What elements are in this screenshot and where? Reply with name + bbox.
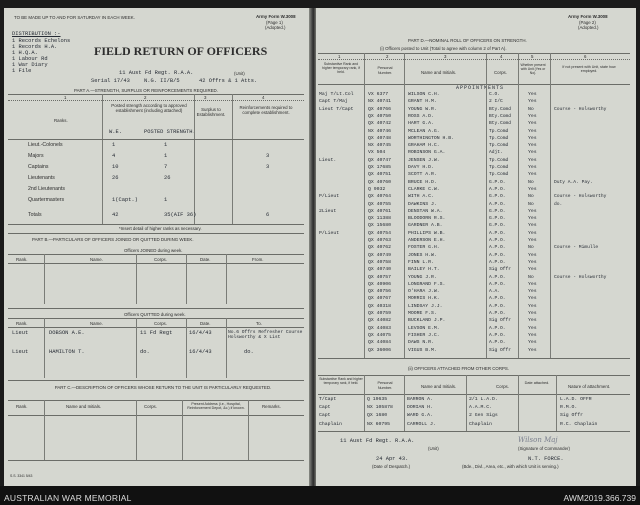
roll-name: O'HARA J.W. xyxy=(408,289,440,295)
part-a-sub-posted: POSTED STRENGTH. xyxy=(144,129,196,135)
attached-rank: Capt xyxy=(319,405,331,411)
roll-present: Yes xyxy=(528,318,537,324)
part-a-rank: Lieutenants xyxy=(28,175,55,181)
att-header-rank: Substantive Rank and higher temporary rank, if held. xyxy=(319,377,363,385)
roll-corps: A.P.O. xyxy=(489,274,506,280)
d-col-5: 5 xyxy=(531,54,534,59)
roll-name: BAILEY H.T. xyxy=(408,267,440,273)
serial-number: Serial 17/43 xyxy=(91,78,130,84)
roll-name: MCLEAN A.G. xyxy=(408,128,440,134)
part-a-rank: 2nd Lieutenants xyxy=(28,186,65,192)
roll-present: No xyxy=(528,194,534,200)
part-a-reinforcements: 6 xyxy=(266,212,270,218)
roll-corps: 2 I/C xyxy=(489,99,503,105)
roll-number: QX 40742 xyxy=(368,121,392,127)
part-a-posted: 7 xyxy=(164,164,168,170)
roll-name: BRUCE H.D. xyxy=(408,179,437,185)
part-a-we: 26 xyxy=(112,175,119,181)
d-col-2: 2 xyxy=(386,54,389,59)
roll-name: SCOTT A.R. xyxy=(408,172,437,178)
part-a-header-reinf: Reinforcements required to complete establishment. xyxy=(239,105,293,115)
roll-present: Yes xyxy=(528,267,537,273)
joined-header-from: From. xyxy=(252,257,264,262)
roll-name: FINN L.R. xyxy=(408,259,434,265)
part-d-subtitle: (i) Officers posted to Unit (Total to agree with column 2 of Part A). xyxy=(380,46,507,51)
roll-present: Yes xyxy=(528,216,537,222)
part-a-posted: 1 xyxy=(164,153,168,159)
roll-corps: A.P.O. xyxy=(489,281,506,287)
roll-corps: A.P.O. xyxy=(489,311,506,316)
roll-rank: 2Lieut xyxy=(319,208,337,214)
attached-number: NX 60795 xyxy=(367,421,391,427)
roll-employed: Course - Holsworthy xyxy=(554,274,607,280)
roll-corps: A.P.O. xyxy=(489,252,506,258)
left-page xyxy=(4,8,310,486)
roll-number: NX 40746 xyxy=(368,128,392,134)
roll-employed: do. xyxy=(554,201,563,207)
part-a-reinforcements: 3 xyxy=(266,164,270,170)
roll-name: HART G.A. xyxy=(408,121,434,127)
part-a-posted: 26 xyxy=(164,175,171,181)
roll-name: CLARKE C.W. xyxy=(408,186,440,192)
distribution-item: 1 Records H.A. xyxy=(12,44,58,50)
roll-present: Yes xyxy=(528,296,537,302)
roll-corps: A.P.O. xyxy=(489,303,506,309)
roll-number: QX 44082 xyxy=(368,318,392,324)
roll-present: Yes xyxy=(528,165,537,170)
quitted-row-1-name: DOBSON A.E. xyxy=(49,330,85,336)
roll-number: QX 40763 xyxy=(368,238,392,243)
part-a-rank: Captains xyxy=(28,164,49,170)
roll-name: YOUNG W.R. xyxy=(408,106,437,112)
roll-corps: Tp.Comd xyxy=(489,157,509,163)
right-page xyxy=(316,8,636,486)
roll-name: ROSS A.D. xyxy=(408,113,434,119)
roll-corps: G.P.O. xyxy=(489,223,506,229)
roll-name: GRANT H.M. xyxy=(408,99,437,105)
attached-nature: Sig Offr xyxy=(560,413,584,419)
roll-number: QX 15680 xyxy=(368,223,392,229)
part-a-we: 10 xyxy=(112,164,119,170)
part-a-rank: Majors xyxy=(28,153,44,159)
part-a-posted: 35(AIF 36) xyxy=(164,212,197,218)
part-a-rank: Lieut.-Colonels xyxy=(28,142,63,148)
part-c-header-corps: Corps. xyxy=(144,404,157,409)
attached-corps: A.A.M.C. xyxy=(469,405,493,411)
att-header-number: Personal Number. xyxy=(377,381,393,390)
header-note: TO BE MADE UP TO AND FOR SATURDAY IN EACH WEEK. xyxy=(14,15,135,20)
roll-corps: Tp.Comd xyxy=(489,172,509,178)
roll-number: QX 40751 xyxy=(368,172,392,178)
roll-number: QX 40757 xyxy=(368,274,392,280)
roll-name: ROBINSON G.A. xyxy=(408,150,446,156)
roll-name: ANDERSON E.H. xyxy=(408,238,446,243)
quitted-header-date: Date. xyxy=(200,321,211,326)
roll-name: WORTHINGTON H.B. xyxy=(408,135,455,141)
part-a-posted: 1 xyxy=(164,142,168,148)
distribution-item: 1 War Diary xyxy=(12,62,48,68)
roll-corps: Tp.Comd xyxy=(489,143,509,149)
quitted-row-1-date: 16/4/43 xyxy=(189,330,212,336)
part-a-rank: Totals xyxy=(28,212,42,218)
d-header-present: Whether present with Unit (Yes or No). xyxy=(520,63,546,75)
part-a-we: 1 xyxy=(112,142,116,148)
roll-number: QX 40761 xyxy=(368,208,392,214)
quitted-header-name: Name. xyxy=(90,321,103,326)
attached-rank: T/Capt xyxy=(319,397,337,402)
roll-number: QX 17685 xyxy=(368,165,392,170)
roll-number: QX 44084 xyxy=(368,340,392,346)
d-header-employed: If not present with Unit, state how employed. xyxy=(562,65,616,74)
joined-header-rank: Rank. xyxy=(16,257,28,262)
quitted-row-2-name: HAMILTON T. xyxy=(49,349,85,355)
roll-corps: G.P.O. xyxy=(489,194,506,200)
roll-present: Yes xyxy=(528,259,537,265)
part-c-header-rank: Rank. xyxy=(16,404,28,409)
roll-name: PHILLIPS W.B. xyxy=(408,230,446,236)
part-a-sub-we: W.E. xyxy=(109,129,122,135)
part-a-we: 42 xyxy=(112,212,119,218)
quitted-row-1-corps: 11 Fd Regt xyxy=(140,330,173,336)
page-number: (Page 1) xyxy=(266,20,283,25)
roll-name: FISHER J.C. xyxy=(408,332,440,338)
archive-name: AUSTRALIAN WAR MEMORIAL xyxy=(4,493,132,503)
roll-number: Q 9032 xyxy=(368,186,386,192)
roll-rank: P/Lieut xyxy=(319,194,340,200)
roll-corps: Tp.Comd xyxy=(489,135,509,141)
roll-name: LONGRAND F.S. xyxy=(408,281,446,287)
attached-number: Q 19635 xyxy=(367,397,388,402)
roll-corps: A.P.O. xyxy=(489,340,506,346)
roll-present: Yes xyxy=(528,347,537,353)
roll-name: LINDSAY J.J. xyxy=(408,303,443,309)
roll-corps: Bty.Comd xyxy=(489,106,512,112)
roll-name: GRAHAM H.C. xyxy=(408,143,440,149)
roll-name: JONES H.W. xyxy=(408,252,437,258)
roll-name: YOUNG J.R. xyxy=(408,274,437,280)
part-c-header-address: Present Address (i.e., Hospital, Reinforcement Depot, &c.) if known. xyxy=(187,402,245,411)
roll-number: QX 40750 xyxy=(368,113,392,119)
roll-present: Yes xyxy=(528,281,537,287)
quitted-row-2-corps: do. xyxy=(140,349,150,355)
part-a-note: *Insert detail of higher ranks as necessary. xyxy=(119,226,202,231)
army-form-label: Army Form W.3008 xyxy=(256,14,296,19)
part-a-col-3: 3 xyxy=(204,95,207,100)
signature-label: (Signature of Commander) xyxy=(518,446,570,451)
quitted-row-1-rank: Lieut xyxy=(12,330,29,336)
roll-rank: Maj T/Lt.Col xyxy=(319,92,354,97)
part-a-header-posted: Posted strength according to approved establishment (including attached) xyxy=(111,103,187,113)
roll-number: VX 6377 xyxy=(368,92,389,97)
part-b-title: PART B.—PARTICULARS OF OFFICERS JOINED OR QUITTED DURING WEEK. xyxy=(32,237,194,242)
roll-name: WITH A.C. xyxy=(408,194,434,200)
part-a-we: 1(Capt.) xyxy=(112,197,138,203)
roll-employed: Course - Holsworthy xyxy=(554,194,607,200)
attached-corps: Chaplain xyxy=(469,421,493,427)
unit-label-2: (Unit) xyxy=(428,446,439,451)
roll-number: QX 44075 xyxy=(368,332,392,338)
quitted-row-2-date: 16/4/43 xyxy=(189,349,212,355)
attached-name: BARRON A. xyxy=(407,397,433,402)
roll-name: WILSON C.H. xyxy=(408,92,440,97)
roll-number: QX 40756 xyxy=(368,289,392,295)
d-col-4: 4 xyxy=(500,54,503,59)
roll-rank: P/Lieut xyxy=(319,230,340,236)
archive-reference: AWM2019.366.739 xyxy=(563,493,636,503)
attached-name: CARROLL J. xyxy=(407,421,436,427)
roll-present: Yes xyxy=(528,99,537,105)
att-header-nature: Nature of attachment. xyxy=(568,384,611,389)
roll-number: QX 40766 xyxy=(368,106,392,112)
unit-typed: 11 Aust Fd Regt. R.A.A. xyxy=(119,70,194,76)
roll-corps: C.O. xyxy=(489,92,501,97)
roll-present: Yes xyxy=(528,303,537,309)
quitted-title: Officers QUITTED during week. xyxy=(124,312,186,317)
attached-name: WARD G.A. xyxy=(407,413,433,419)
reference: N.G. II/B/5 xyxy=(144,78,180,84)
roll-corps: Sig Offr xyxy=(489,318,512,324)
joined-header-name: Name. xyxy=(90,257,103,262)
roll-number: QX 40767 xyxy=(368,296,392,302)
roll-name: DAWS N.R. xyxy=(408,340,434,346)
part-a-col-2: 2 xyxy=(144,95,147,100)
despatch-date: 24 Apr 43. xyxy=(376,456,409,462)
roll-name: VIGUS B.M. xyxy=(408,347,437,353)
roll-rank: Lieut T/Capt xyxy=(319,106,354,112)
part-a-we: 4 xyxy=(112,153,116,159)
commander-signature: Wilson Maj xyxy=(518,436,558,444)
quitted-row-2-to: do. xyxy=(244,349,254,355)
roll-present: Yes xyxy=(528,121,537,127)
roll-present: Yes xyxy=(528,208,537,214)
roll-present: Yes xyxy=(528,172,537,178)
roll-rank: Lieut. xyxy=(319,157,337,163)
roll-number: NX 40741 xyxy=(368,99,392,105)
officers-attached-count: 42 Offrs & 1 Atts. xyxy=(199,78,258,84)
roll-present: Yes xyxy=(528,332,537,338)
d-header-corps: Corps. xyxy=(494,70,507,75)
roll-corps: Bty.Comd xyxy=(489,113,512,119)
roll-present: No xyxy=(528,274,534,280)
roll-number: QX 40754 xyxy=(368,230,392,236)
roll-present: Yes xyxy=(528,325,537,331)
roll-present: Yes xyxy=(528,143,537,149)
attached-number: NX 105878 xyxy=(367,405,393,411)
roll-employed: Course - Holsworthy xyxy=(554,106,607,112)
roll-number: NX 40745 xyxy=(368,143,392,149)
d-header-rank: Substantive Rank and higher temporary rank, if held. xyxy=(322,62,360,75)
distribution-list xyxy=(12,38,70,74)
roll-present: Yes xyxy=(528,128,537,134)
attached-corps: 2/1 L.A.D. xyxy=(469,397,498,402)
roll-number: QX 40748 xyxy=(368,135,392,141)
roll-name: DENSTAN W.A. xyxy=(408,208,443,214)
roll-rank: Capt T/Maj xyxy=(319,99,348,105)
adopted-label-2: (Adopted.) xyxy=(578,25,599,30)
roll-corps: Tp.Comd xyxy=(489,128,509,134)
roll-name: DAVY H.D. xyxy=(408,165,434,170)
joined-title: Officers JOINED during week. xyxy=(124,248,183,253)
roll-corps: A.A. xyxy=(489,289,501,295)
att-header-name: Name and Initials. xyxy=(421,384,457,389)
roll-present: No xyxy=(528,201,534,207)
roll-corps: Bty.Comd xyxy=(489,121,512,127)
part-c-title: PART C.—DESCRIPTION OF OFFICERS WHOSE RETURN TO THE UNIT IS PARTICULARLY REQUESTED. xyxy=(54,385,272,390)
roll-number: VX 504 xyxy=(368,150,386,156)
roll-number: QX 40760 xyxy=(368,179,392,185)
roll-employed: Duty A.A. Pay. xyxy=(554,179,593,185)
roll-name: MOORE F.S. xyxy=(408,311,437,316)
roll-present: Yes xyxy=(528,340,537,346)
quitted-header-rank: Rank. xyxy=(16,321,28,326)
part-a-rank: Quartermasters xyxy=(28,197,65,203)
roll-number: QX 40755 xyxy=(368,201,392,207)
unit-typed-2: 11 Aust Fd Regt. R.A.A. xyxy=(340,438,415,444)
attached-rank: Capt xyxy=(319,413,331,419)
part-a-posted: 1 xyxy=(164,197,168,203)
army-form-label-2: Army Form W.3008 xyxy=(568,14,608,19)
roll-corps: A.P.O. xyxy=(489,238,506,243)
roll-corps: G.P.O. xyxy=(489,179,506,185)
attached-number: QX 1680 xyxy=(367,413,388,419)
att-header-date: Date attached. xyxy=(524,381,550,385)
roll-present: Yes xyxy=(528,223,537,229)
unit-label: (Unit) xyxy=(234,71,245,76)
roll-employed: Course - Mimulle xyxy=(554,245,599,251)
roll-number: QX 36006 xyxy=(368,347,392,353)
roll-present: Yes xyxy=(528,92,537,97)
part-a-title: PART A.—STRENGTH, SURPLUS OR REINFORCEMENTS REQUIRED. xyxy=(74,88,218,93)
part-c-header-name: Name and Initials. xyxy=(66,404,102,409)
roll-corps: Sig Offr xyxy=(489,267,512,273)
roll-present: No xyxy=(528,106,534,112)
part-c-header-remarks: Remarks. xyxy=(262,404,281,409)
part-a-col-1: 1 xyxy=(64,95,67,100)
roll-corps: A.P.O. xyxy=(489,186,506,192)
roll-present: No xyxy=(528,179,534,185)
roll-present: Yes xyxy=(528,252,537,258)
attached-rank: Chaplain xyxy=(319,421,343,427)
distribution-label: DISTRIBUTION :- xyxy=(12,31,61,37)
distribution-item: 1 Labour Rd xyxy=(12,56,48,62)
roll-corps: Tp.Comd xyxy=(489,165,509,170)
roll-corps: Adjt. xyxy=(489,150,503,156)
roll-number: QX 40747 xyxy=(368,157,392,163)
attached-nature: R.C. Chaplain xyxy=(560,421,598,427)
roll-corps: Sig Offr xyxy=(489,347,512,353)
archive-footer xyxy=(0,486,640,505)
roll-number: QX 40906 xyxy=(368,281,392,287)
roll-present: Yes xyxy=(528,230,537,236)
roll-corps: G.P.O. xyxy=(489,208,506,214)
quitted-header-to: To. xyxy=(256,321,262,326)
form-title: FIELD RETURN OF OFFICERS xyxy=(94,44,268,58)
attached-nature: R.M.O. xyxy=(560,405,578,411)
roll-number: QX 40749 xyxy=(368,252,392,258)
roll-present: Yes xyxy=(528,311,537,316)
roll-name: LEVSON E.M. xyxy=(408,325,440,331)
attached-name: DORIAN H. xyxy=(407,405,433,411)
d-col-1: 1 xyxy=(338,54,341,59)
station-typed: N.T. FORCE. xyxy=(528,456,564,462)
page-number-2: (Page 2) xyxy=(579,20,596,25)
roll-present: Yes xyxy=(528,150,537,156)
part-a-col-4: 4 xyxy=(262,95,265,100)
roll-present: Yes xyxy=(528,135,537,141)
attached-nature: L.A.D. OFFR xyxy=(560,397,592,402)
roll-present: Yes xyxy=(528,113,537,119)
roll-number: QX 40762 xyxy=(368,245,392,251)
roll-corps: G.P.O. xyxy=(489,216,506,222)
roll-corps: A.P.O. xyxy=(489,296,506,302)
despatch-date-label: (Date of Despatch.) xyxy=(372,464,411,469)
part-d-title: PART D.—NOMINAL ROLL OF OFFICERS ON STRENGTH. xyxy=(408,38,527,43)
part-a-header-surplus: Surplus to Establishment. xyxy=(196,107,226,117)
roll-number: QX 40758 xyxy=(368,259,392,265)
roll-number: QX 44083 xyxy=(368,325,392,331)
roll-present: Yes xyxy=(528,186,537,192)
joined-header-date: Date. xyxy=(200,257,211,262)
roll-number: QX 40318 xyxy=(368,303,392,309)
attached-title: (ii) OFFICERS ATTACHED FROM OTHER CORPS. xyxy=(408,366,510,371)
roll-corps: A.P.O. xyxy=(489,325,506,331)
d-header-number: Personal Number. xyxy=(377,66,393,75)
quitted-row-2-rank: Lieut xyxy=(12,349,29,355)
distribution-item: 1 Records Echelons xyxy=(12,38,71,44)
roll-corps: A.P.O. xyxy=(489,230,506,236)
roll-corps: A.P.O. xyxy=(489,245,506,251)
quitted-header-corps: Corps. xyxy=(154,321,167,326)
print-code: S.S. 3341 5/43 xyxy=(10,474,33,478)
part-a-header-ranks: Ranks. xyxy=(54,118,68,123)
roll-name: BUCKLAND J.P. xyxy=(408,318,446,324)
d-header-name: Name and Initials. xyxy=(421,70,457,75)
roll-name: DAWKINS J. xyxy=(408,201,437,207)
roll-corps: A.P.O. xyxy=(489,259,506,265)
roll-name: MORRIS H.K. xyxy=(408,296,440,302)
adopted-label: (Adopted.) xyxy=(265,25,286,30)
roll-present: Yes xyxy=(528,289,537,295)
att-header-corps: Corps. xyxy=(496,384,509,389)
roll-present: No xyxy=(528,245,534,251)
roll-name: JENSEN J.W. xyxy=(408,157,440,163)
part-a-reinforcements: 3 xyxy=(266,153,270,159)
roll-name: FOSTER G.H. xyxy=(408,245,440,251)
d-col-6: 6 xyxy=(584,54,587,59)
d-col-3: 3 xyxy=(444,54,447,59)
quitted-row-1-to: No.6 Offrs Refresher Course Holsworthy & X List xyxy=(228,330,303,341)
roll-number: QX 40759 xyxy=(368,311,392,316)
attached-corps: 2 Gen Sigs xyxy=(469,413,498,419)
distribution-item: 1 H.Q.A. xyxy=(12,50,38,56)
roll-number: QX 40740 xyxy=(368,267,392,273)
roll-number: QX 11388 xyxy=(368,216,392,222)
roll-name: GARDNER A.B. xyxy=(408,223,443,229)
roll-corps: A.P.O. xyxy=(489,332,506,338)
appointments-heading: APPOINTMENTS xyxy=(456,85,505,91)
distribution-item: 1 File xyxy=(12,68,32,74)
joined-header-corps: Corps. xyxy=(154,257,167,262)
station-label: (Bde., Divl., Area, etc., with which Unit is serving.) xyxy=(462,464,559,469)
roll-present: Yes xyxy=(528,238,537,243)
roll-number: QX 40764 xyxy=(368,194,392,200)
roll-present: Yes xyxy=(528,157,537,163)
roll-corps: A.P.O. xyxy=(489,201,506,207)
roll-name: BLOODORN R.S. xyxy=(408,216,446,222)
